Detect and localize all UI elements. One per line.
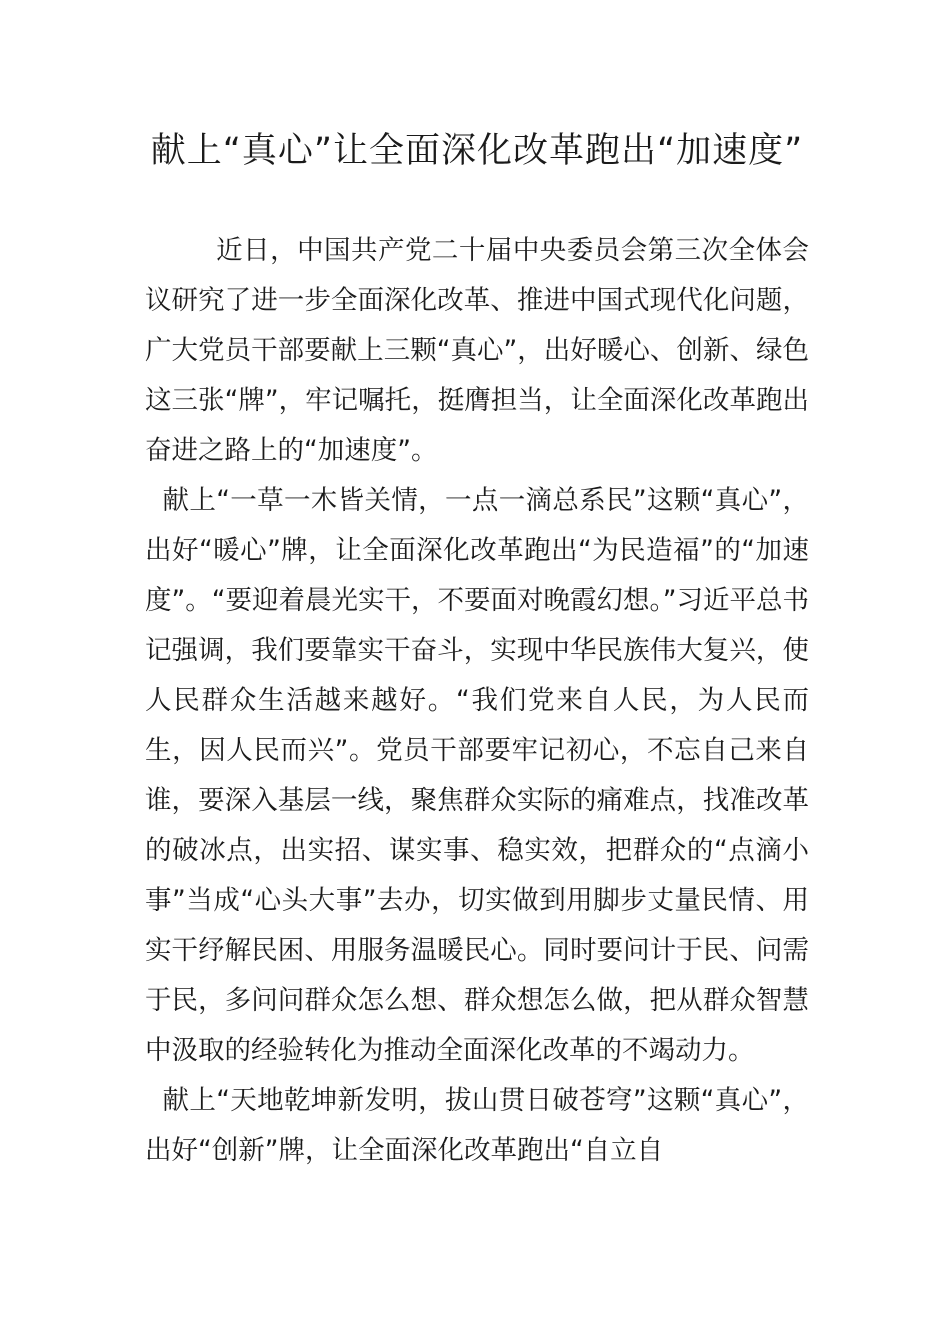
paragraph-warm-heart: 献上“一草一木皆关情，一点一滴总系民”这颗“真心”，出好“暖心”牌，让全面深化改革跑出“为民造福”的“加速度”。“要迎着晨光实干，不要面对晚霞幻想。”习近平总书记强调，我们要靠实干奋斗，实现中华民族伟大复兴，使人民群众生活越来越好。“我们党来自人民，为人民而生，因人民而兴”。党员干部要牢记初心，不忘自己来自谁，要深入基层一线，聚焦群众实际的痛难点，找准改革的破冰点，出实招、谋实事、稳实效，把群众的“点滴小事”当成“心头大事”去办，切实做到用脚步丈量民情、用实干纾解民困、用服务温暖民心。同时要问计于民、问需于民，多问问群众怎么想、群众想怎么做，把从群众智慧中汲取的经验转化为推动全面深化改革的不竭动力。	[145, 485, 809, 1066]
paragraph-innovation: 献上“天地乾坤新发明，拔山贯日破苍穹”这颗“真心”，出好“创新”牌，让全面深化改革跑出“自立自	[145, 1085, 809, 1166]
document-body	[145, 226, 809, 1176]
paragraph-intro: 近日，中国共产党二十届中央委员会第三次全体会议研究了进一步全面深化改革、推进中国式现代化问题，广大党员干部要献上三颗“真心”，出好暖心、创新、绿色这三张“牌”，牢记嘱托，挺膺担当，让全面深化改革跑出奋进之路上的“加速度”。	[145, 235, 810, 466]
document-title: 献上“真心”让全面深化改革跑出“加速度”	[150, 131, 804, 171]
